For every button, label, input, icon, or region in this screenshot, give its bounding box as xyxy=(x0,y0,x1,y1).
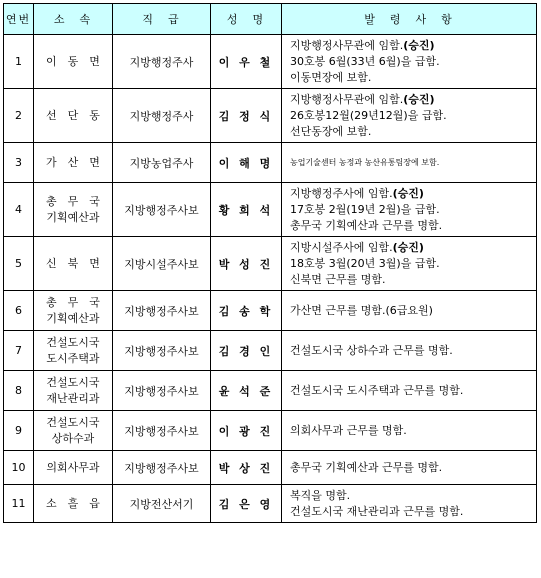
cell-dept xyxy=(34,451,113,485)
cell-no: 11 xyxy=(4,485,34,523)
cell-no: 6 xyxy=(4,291,34,331)
detail-text: 26호봉12월(29년12월)을 급함. xyxy=(290,108,447,122)
dept-line: 도시주택과 xyxy=(46,351,100,365)
cell-dept xyxy=(34,143,113,183)
dept-line: 가 산 면 xyxy=(46,155,100,169)
dept-line: 건설도시국 xyxy=(46,415,100,429)
table-row xyxy=(4,291,537,331)
dept-line: 선 단 동 xyxy=(46,108,100,122)
dept-line: 재난관리과 xyxy=(46,391,100,405)
header-row xyxy=(4,4,537,35)
cell-name: 박 성 진 xyxy=(211,237,282,291)
table-row xyxy=(4,89,537,143)
detail-text: 건설도시국 상하수과 근무를 명함. xyxy=(290,343,453,357)
detail-text: 복직을 명함. xyxy=(290,488,351,502)
cell-dept xyxy=(34,237,113,291)
detail-line xyxy=(290,460,536,476)
cell-dept xyxy=(34,411,113,451)
table-body xyxy=(4,35,537,523)
cell-dept xyxy=(34,485,113,523)
table-row xyxy=(4,411,537,451)
cell-detail xyxy=(282,485,537,523)
detail-text: 지방시설주사에 임함. xyxy=(290,240,393,254)
header-grade: 직 급 xyxy=(113,4,211,35)
cell-name: 이 우 철 xyxy=(211,35,282,89)
detail-text: 건설도시국 도시주택과 근무를 명함. xyxy=(290,383,464,397)
cell-detail xyxy=(282,451,537,485)
table-row xyxy=(4,143,537,183)
detail-text: 건설도시국 재난관리과 근무를 명함. xyxy=(290,504,464,518)
detail-line xyxy=(290,70,536,86)
cell-detail xyxy=(282,411,537,451)
dept-line: 건설도시국 xyxy=(46,375,100,389)
detail-line xyxy=(290,256,536,272)
cell-dept xyxy=(34,89,113,143)
promotion-tag: (승진) xyxy=(403,38,435,52)
cell-grade: 지방행정주사보 xyxy=(113,291,211,331)
detail-line xyxy=(290,38,536,54)
cell-name: 이 광 진 xyxy=(211,411,282,451)
table-row xyxy=(4,371,537,411)
detail-line xyxy=(290,108,536,124)
cell-no: 10 xyxy=(4,451,34,485)
cell-grade: 지방행정주사보 xyxy=(113,183,211,237)
detail-line xyxy=(290,303,536,319)
promotion-tag: (승진) xyxy=(392,240,424,254)
cell-dept xyxy=(34,331,113,371)
dept-line: 총 무 국 xyxy=(46,295,100,309)
cell-grade: 지방행정주사보 xyxy=(113,331,211,371)
cell-dept xyxy=(34,371,113,411)
cell-detail xyxy=(282,237,537,291)
cell-grade: 지방행정주사보 xyxy=(113,371,211,411)
detail-line xyxy=(290,383,536,399)
cell-name: 윤 석 준 xyxy=(211,371,282,411)
detail-text: 가산면 근무를 명함.(6급요원) xyxy=(290,303,433,317)
cell-no: 5 xyxy=(4,237,34,291)
header-no: 연번 xyxy=(4,4,34,35)
detail-line xyxy=(290,92,536,108)
cell-no: 9 xyxy=(4,411,34,451)
detail-line xyxy=(290,218,536,234)
detail-text: 지방행정사무관에 임함. xyxy=(290,38,404,52)
table-row xyxy=(4,485,537,523)
detail-line xyxy=(290,343,536,359)
cell-name: 김 경 인 xyxy=(211,331,282,371)
cell-name: 김 송 학 xyxy=(211,291,282,331)
dept-line: 상하수과 xyxy=(51,431,95,445)
cell-grade: 지방행정주사 xyxy=(113,35,211,89)
detail-line xyxy=(290,240,536,256)
dept-line: 소 흘 읍 xyxy=(46,496,100,510)
cell-name: 김 정 식 xyxy=(211,89,282,143)
detail-text: 신북면 근무를 명함. xyxy=(290,272,386,286)
table-row xyxy=(4,183,537,237)
table-row xyxy=(4,35,537,89)
cell-name: 이 해 명 xyxy=(211,143,282,183)
detail-line xyxy=(290,488,536,504)
detail-text: 지방행정주사에 임함. xyxy=(290,186,393,200)
cell-detail xyxy=(282,89,537,143)
cell-name: 황 희 석 xyxy=(211,183,282,237)
cell-detail xyxy=(282,331,537,371)
detail-text: 18호봉 3월(20년 3월)을 급함. xyxy=(290,256,440,270)
header-dept: 소 속 xyxy=(34,4,113,35)
dept-line: 총 무 국 xyxy=(46,194,100,208)
detail-line xyxy=(290,423,536,439)
cell-no: 4 xyxy=(4,183,34,237)
table-row xyxy=(4,237,537,291)
detail-line xyxy=(290,54,536,70)
detail-text: 의회사무과 근무를 명함. xyxy=(290,423,407,437)
dept-line: 신 북 면 xyxy=(46,256,100,270)
promotion-tag: (승진) xyxy=(403,92,435,106)
dept-line: 이 동 면 xyxy=(46,54,100,68)
detail-text: 선단동장에 보함. xyxy=(290,124,372,138)
cell-grade: 지방전산서기 xyxy=(113,485,211,523)
promotion-tag: (승진) xyxy=(392,186,424,200)
detail-text: 17호봉 2월(19년 2월)을 급함. xyxy=(290,202,440,216)
cell-dept xyxy=(34,291,113,331)
cell-detail xyxy=(282,143,537,183)
appointment-table xyxy=(3,3,537,523)
detail-line xyxy=(290,155,536,171)
detail-line xyxy=(290,272,536,288)
detail-line xyxy=(290,202,536,218)
detail-text: 30호봉 6월(33년 6월)을 급함. xyxy=(290,54,440,68)
header-detail: 발 령 사 항 xyxy=(282,4,537,35)
cell-dept xyxy=(34,183,113,237)
header-name: 성 명 xyxy=(211,4,282,35)
cell-detail xyxy=(282,183,537,237)
detail-line xyxy=(290,124,536,140)
cell-no: 7 xyxy=(4,331,34,371)
dept-line: 의회사무과 xyxy=(46,460,100,474)
detail-text: 총무국 기획예산과 근무를 명함. xyxy=(290,218,443,232)
detail-text: 농업기술센터 농정과 농산유통팀장에 보함. xyxy=(290,157,440,167)
cell-name: 김 은 영 xyxy=(211,485,282,523)
detail-line xyxy=(290,186,536,202)
cell-dept xyxy=(34,35,113,89)
cell-grade: 지방행정주사 xyxy=(113,89,211,143)
cell-detail xyxy=(282,371,537,411)
cell-no: 8 xyxy=(4,371,34,411)
dept-line: 건설도시국 xyxy=(46,335,100,349)
cell-grade: 지방행정주사보 xyxy=(113,451,211,485)
cell-no: 1 xyxy=(4,35,34,89)
detail-text: 이동면장에 보함. xyxy=(290,70,372,84)
table-row xyxy=(4,331,537,371)
detail-text: 총무국 기획예산과 근무를 명함. xyxy=(290,460,443,474)
dept-line: 기획예산과 xyxy=(46,311,100,325)
cell-grade: 지방행정주사보 xyxy=(113,411,211,451)
cell-detail xyxy=(282,35,537,89)
detail-line xyxy=(290,504,536,520)
detail-text: 지방행정사무관에 임함. xyxy=(290,92,404,106)
cell-grade: 지방농업주사 xyxy=(113,143,211,183)
table-row xyxy=(4,451,537,485)
cell-detail xyxy=(282,291,537,331)
dept-line: 기획예산과 xyxy=(46,210,100,224)
cell-grade: 지방시설주사보 xyxy=(113,237,211,291)
cell-no: 3 xyxy=(4,143,34,183)
cell-no: 2 xyxy=(4,89,34,143)
cell-name: 박 상 진 xyxy=(211,451,282,485)
